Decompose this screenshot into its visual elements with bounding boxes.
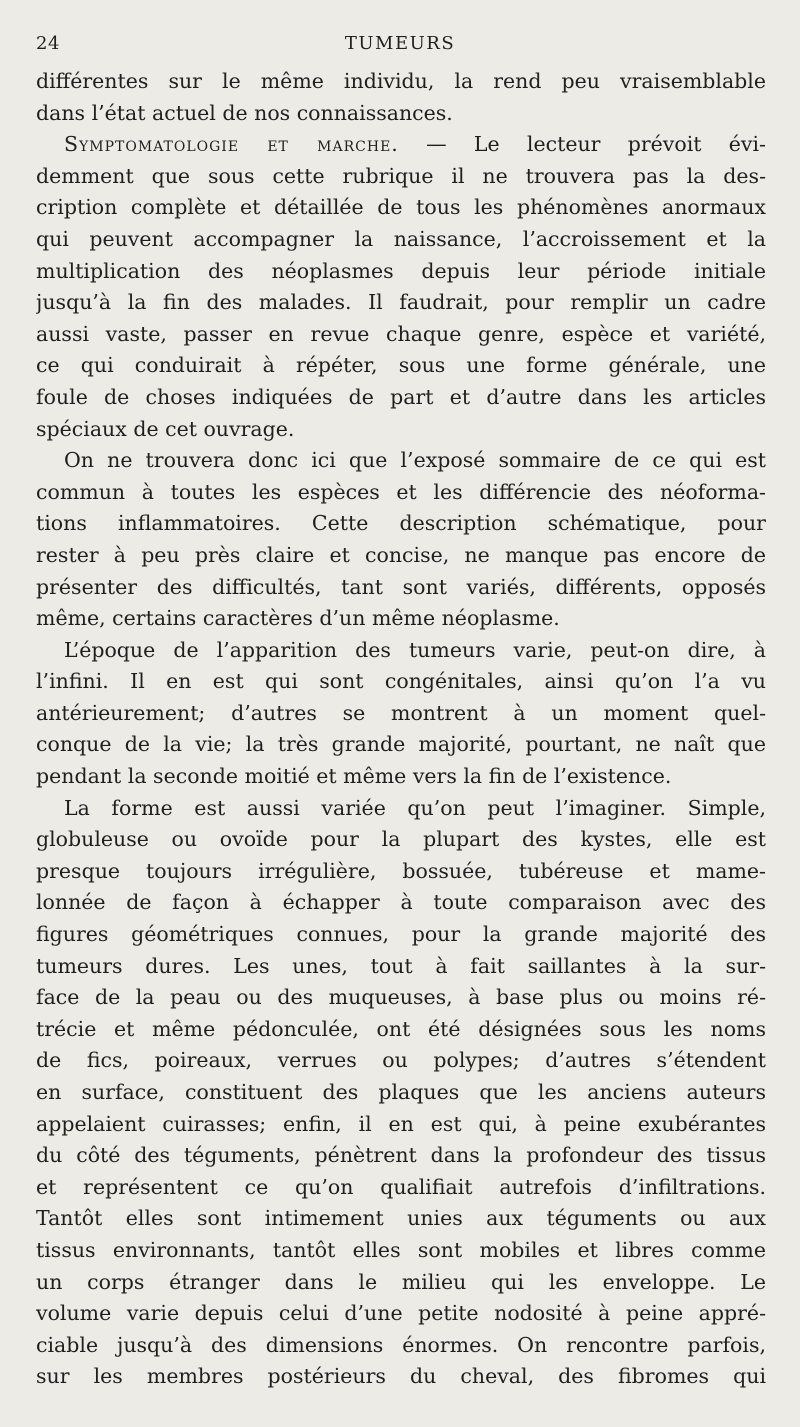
text-line: qui peuvent accompagner la naissance, l’accroissement et la — [36, 226, 766, 251]
text-line: appelaient cuirasses; enfin, il en est qui, à peine exubérantes — [36, 1111, 766, 1136]
text-line: tissus environnants, tantôt elles sont mobiles et libres comme — [36, 1237, 766, 1262]
text-line: tumeurs dures. Les unes, tout à fait saillantes à la sur- — [36, 953, 766, 978]
text-line: cription complète et détaillée de tous les phénomènes anormaux — [36, 195, 766, 220]
body-text — [36, 66, 766, 1393]
text-line: ce qui conduirait à répéter, sous une forme générale, une — [36, 353, 766, 378]
text-line: antérieurement; d’autres se montrent à un moment quel- — [36, 700, 766, 725]
text-line: conque de la vie; la très grande majorité, pourtant, ne naît que — [36, 732, 766, 757]
text-line: présenter des difficultés, tant sont variés, différents, opposés — [36, 574, 766, 599]
text-line: dans l’état actuel de nos connaissances. — [36, 100, 453, 125]
text-line: différentes sur le même individu, la rend peu vraisemblable — [36, 69, 766, 93]
text-line: lonnée de façon à échapper à toute comparaison avec des — [36, 890, 766, 915]
text-line: sur les membres postérieurs du cheval, des fibromes qui — [36, 1364, 766, 1389]
section-opening-line — [36, 129, 766, 161]
text-line: même, certains caractères d’un même néoplasme. — [36, 606, 560, 631]
page-number: 24 — [36, 33, 60, 54]
text-line: tions inflammatoires. Cette description schématique, pour — [36, 511, 766, 536]
text-line: en surface, constituent des plaques que les anciens auteurs — [36, 1080, 766, 1104]
text-line: Tantôt elles sont intimement unies aux téguments ou aux — [36, 1206, 766, 1231]
text-line: aussi vaste, passer en revue chaque genre, espèce et variété, — [36, 321, 766, 346]
text-line: demment que sous cette rubrique il ne trouvera pas la des- — [36, 163, 766, 188]
text-line: foule de choses indiquées de part et d’autre dans les articles — [36, 384, 766, 409]
text-line: commun à toutes les espèces et les différencie des néoforma- — [36, 479, 766, 504]
text-line: rester à peu près claire et concise, ne manque pas encore de — [36, 542, 766, 567]
text-line: trécie et même pédonculée, ont été désignées sous les noms — [36, 1016, 766, 1041]
text-line: presque toujours irrégulière, bossuée, tubéreuse et mame- — [36, 858, 766, 883]
text-line: volume varie depuis celui d’une petite nodosité à peine appré- — [36, 1301, 766, 1326]
text-line: On ne trouvera donc ici que l’exposé sommaire de ce qui est — [64, 448, 766, 473]
text-line: figures géométriques connues, pour la grande majorité des — [36, 922, 766, 947]
text-line: ciable jusqu’à des dimensions énormes. On rencontre parfois, — [36, 1332, 766, 1357]
text-line: face de la peau ou des muqueuses, à base plus ou moins ré- — [36, 985, 766, 1010]
page-header — [36, 30, 764, 58]
text-line: spéciaux de cet ouvrage. — [36, 416, 295, 441]
text-line: pendant la seconde moitié et même vers la fin de l’existence. — [36, 764, 672, 789]
text-line: — Le lecteur prévoit évi- — [426, 132, 766, 157]
text-line: de fics, poireaux, verrues ou polypes; d’autres s’étendent — [36, 1048, 766, 1073]
text-line: l’infini. Il en est qui sont congénitales, ainsi qu’on l’a vu — [36, 669, 766, 694]
text-line: et représentent ce qu’on qualifiait autrefois d’infiltrations. — [36, 1174, 766, 1199]
text-line: jusqu’à la fin des malades. Il faudrait, pour remplir un cadre — [36, 290, 766, 315]
text-line: multiplication des néoplasmes depuis leur période initiale — [36, 258, 766, 283]
text-line: du côté des téguments, pénètrent dans la profondeur des tissus — [36, 1143, 766, 1168]
running-title: TUMEURS — [344, 33, 456, 54]
text-line: globuleuse ou ovoïde pour la plupart des kystes, elle est — [36, 827, 766, 852]
text-line: L’époque de l’apparition des tumeurs varie, peut-on dire, à — [64, 637, 766, 662]
section-heading: Symptomatologie et marche. — [64, 132, 399, 157]
text-line: un corps étranger dans le milieu qui les enveloppe. Le — [36, 1269, 766, 1294]
text-line: La forme est aussi variée qu’on peut l’imaginer. Simple, — [64, 795, 766, 820]
